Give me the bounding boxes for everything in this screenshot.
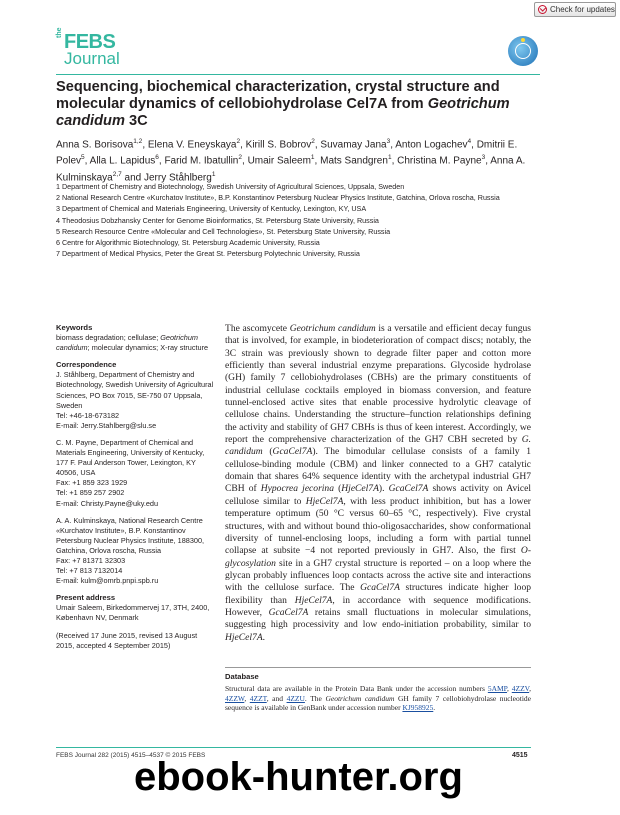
affiliation-item: 6 Centre for Algorithmic Biotechnology, St. Petersburg Academic University, Russia — [56, 238, 320, 248]
page-number: 4515 — [512, 752, 528, 759]
correspondence-heading: Correspondence — [56, 360, 117, 370]
author-name: Anna A. Kulminskaya — [56, 155, 526, 183]
author-name: Mats Sandgren — [320, 155, 388, 167]
correspondence-entry: C. M. Payne, Department of Chemical and Materials Engineering, University of Kentucky, 177 F. Paul Anderson Tower, Lexington, KY 40506, USA Fax: +1 859 323 1929 Tel: +1 859 257 2902 E-mail: Christy.Payne@uky.edu — [56, 437, 205, 508]
header-rule — [56, 74, 540, 75]
keywords-text: biomass degradation; cellulase; Geotrichum candidum; molecular dynamics; X-ray structure — [56, 333, 209, 353]
abstract: The ascomycete Geotrichum candidum is a versatile and efficient decay fungus that is involved, for example, in biodeterioration of compact discs; notably, the 3C strain was previously shown to degrade filter paper and cotton more efficiently than several industrial enzyme preparations. Glycoside hydrolase (GH) family 7 cellobiohydrolases (CBHs) are the primary constituents of industrial cellulase cocktails employed in biomass conversion, and feature tunnel-enclosed active sites that enable processive hydrolytic cleavage of cellulose chains. Understanding the structure–function relationships defining the activity and stability of GH7 CBHs is thus of keen interest. Accordingly, we report the comprehensive characterization of the GH7 CBH secreted by G. candidum (GcaCel7A). The bimodular cellulase consists of a family 1 cellulose-binding module (CBM) and linker connected to a GH7 catalytic domain that shares 64% sequence identity with the archetypal industrial GH7 CBH of Hypocrea jecorina (HjeCel7A). GcaCel7A shows activity on Avicel cellulose similar to HjeCel7A, with less product inhibition, but has a lower temperature optimum (50 °C versus 60–65 °C, respectively). Five crystal structures, with and without bound thio-oligosaccharides, show conformational diversity of tunnel-enclosing loops, including a form with partial tunnel collapse at subsite −4 not reported previously in GH7. Also, the first O-glycosylation site in a GH7 crystal structure is reported – on a loop where the glycan probably influences loop contacts across the active site and interactions with the cellulose surface. The GcaCel7A structures indicate higher loop flexibility than HjeCel7A, in accordance with sequence modifications. However, GcaCel7A retains small fluctuations in molecular simulations, suggesting high processivity and low endo-initiation probability, similar to HjeCel7A. — [225, 323, 532, 643]
check-icon — [538, 5, 547, 14]
received-dates: (Received 17 June 2015, revised 13 August 2015, accepted 4 September 2015) — [56, 630, 198, 650]
footer-citation: FEBS Journal 282 (2015) 4515–4537 © 2015 FEBS — [56, 752, 206, 759]
present-address-heading: Present address — [56, 593, 116, 603]
correspondence-entry: J. Ståhlberg, Department of Chemistry and Biotechnology, Swedish University of Agricultural Sciences, PO Box 7015, SE-750 07 Uppsala, Sweden Tel: +46-18-673182 E-mail: Jerry.Stahlberg@slu.se — [56, 370, 214, 430]
database-heading: Database — [225, 667, 531, 681]
present-address-text: Umair Saleem, Birkedommervej 17, 3TH, 2400, København NV, Denmark — [56, 603, 210, 623]
genbank-link[interactable]: KJ958925 — [402, 703, 434, 713]
logo-febs: FEBS — [64, 31, 116, 53]
check-for-updates-label: Check for updates — [550, 5, 615, 14]
database-text: Structural data are available in the Protein Data Bank under the accession numbers 5AMP, 4ZZV, 4ZZW, 4ZZT, and 4ZZU. The Geotrichum candidum GH family 7 cellobiohydrolase nucleotide sequence is available in GenBank under accession number KJ958925. — [225, 684, 532, 713]
check-for-updates-button[interactable] — [534, 2, 616, 17]
author-name: Umair Saleem — [247, 155, 311, 167]
keywords-heading: Keywords — [56, 323, 93, 332]
author-name: Anton Logachev — [395, 139, 468, 151]
emblem-ring — [515, 43, 531, 59]
affiliation-item: 3 Department of Chemical and Materials Engineering, University of Kentucky, Lexington, KY, USA — [56, 204, 367, 214]
affiliation-item: 2 National Research Centre «Kurchatov Institute», B.P. Konstantinov Petersburg Nuclear Physics Institute, Gatchina, Orlova roscha, Russia — [56, 193, 500, 203]
sidebar — [56, 323, 216, 651]
pdb-link[interactable]: 5AMP — [487, 684, 508, 693]
author-name: Elena V. Eneyskaya — [147, 139, 237, 151]
article-title: Sequencing, biochemical characterization, crystal structure and molecular dynamics of cellobiohydrolase Cel7A from Geotrichum candidum 3C — [56, 79, 510, 129]
journal-logo — [56, 27, 120, 70]
present-address-block — [56, 593, 216, 623]
febs-emblem-icon — [508, 36, 538, 66]
author-name: Dmitrii E. Polev — [56, 139, 518, 167]
affiliation-item: 5 Research Resource Centre «Molecular and Cell Technologies», St. Petersburg State University, Russia — [56, 226, 391, 236]
author-name: Suvamay Jana — [320, 139, 387, 151]
correspondence-block — [56, 360, 216, 586]
author-name: Kirill S. Bobrov — [245, 139, 312, 151]
author-name: Farid M. Ibatullin — [164, 155, 239, 167]
author-name: Anna S. Borisova — [56, 139, 134, 151]
author-name: Alla L. Lapidus — [89, 155, 156, 167]
pdb-link[interactable]: 4ZZT — [249, 693, 267, 703]
database-box — [225, 667, 531, 713]
author-name: Christina M. Payne — [397, 155, 482, 167]
affiliation-item: 1 Department of Chemistry and Biotechnology, Swedish University of Agricultural Sciences, Uppsala, Sweden — [56, 182, 405, 191]
author-name: Jerry Ståhlberg — [144, 171, 212, 183]
footer-rule — [56, 747, 531, 748]
pdb-link[interactable]: 4ZZU — [286, 693, 305, 703]
pdb-link[interactable]: 4ZZW — [225, 693, 245, 703]
affiliation-list — [56, 181, 556, 259]
keywords-block — [56, 323, 216, 353]
watermark: ebook-hunter.org — [134, 755, 463, 799]
logo-the: the — [56, 27, 63, 38]
author-list: Anna S. Borisova$^{1,2}$, Elena V. Eneyskaya$^2$, Kirill S. Bobrov$^2$, Suvamay Jana$^3$, Anton Logachev$^4$, Dmitrii E. Polev$^5$, Alla L. Lapidus$^6$, Farid M. Ibatullin$^2$, Umair Saleem$^1$, Mats Sandgren$^1$, Christina M. Payne$^3$, Anna A. Kulminskaya$^{2,7}$ and Jerry Ståhlberg$^1$ — [56, 138, 526, 183]
affiliation-item: 7 Department of Medical Physics, Peter the Great St. Petersburg Polytechnic University, Russia — [56, 249, 360, 259]
affiliation-item: 4 Theodosius Dobzhansky Center for Genome Bioinformatics, St. Petersburg State University, Russia — [56, 215, 379, 225]
correspondence-entry: A. A. Kulminskaya, National Research Centre «Kurchatov Institute», B.P. Konstantinov Petersburg Nuclear Physics Institute, 188300, Gatchina, Orlova roscha, Russia Fax: +7 81371 32303 Tel: +7 813 7132014 E-mail: kulm@omrb.pnpi.spb.ru — [56, 515, 205, 586]
correspondence-entries — [56, 370, 216, 586]
emblem-star — [521, 38, 525, 42]
logo-journal: Journal — [64, 49, 120, 68]
pdb-link[interactable]: 4ZZV — [511, 684, 530, 693]
